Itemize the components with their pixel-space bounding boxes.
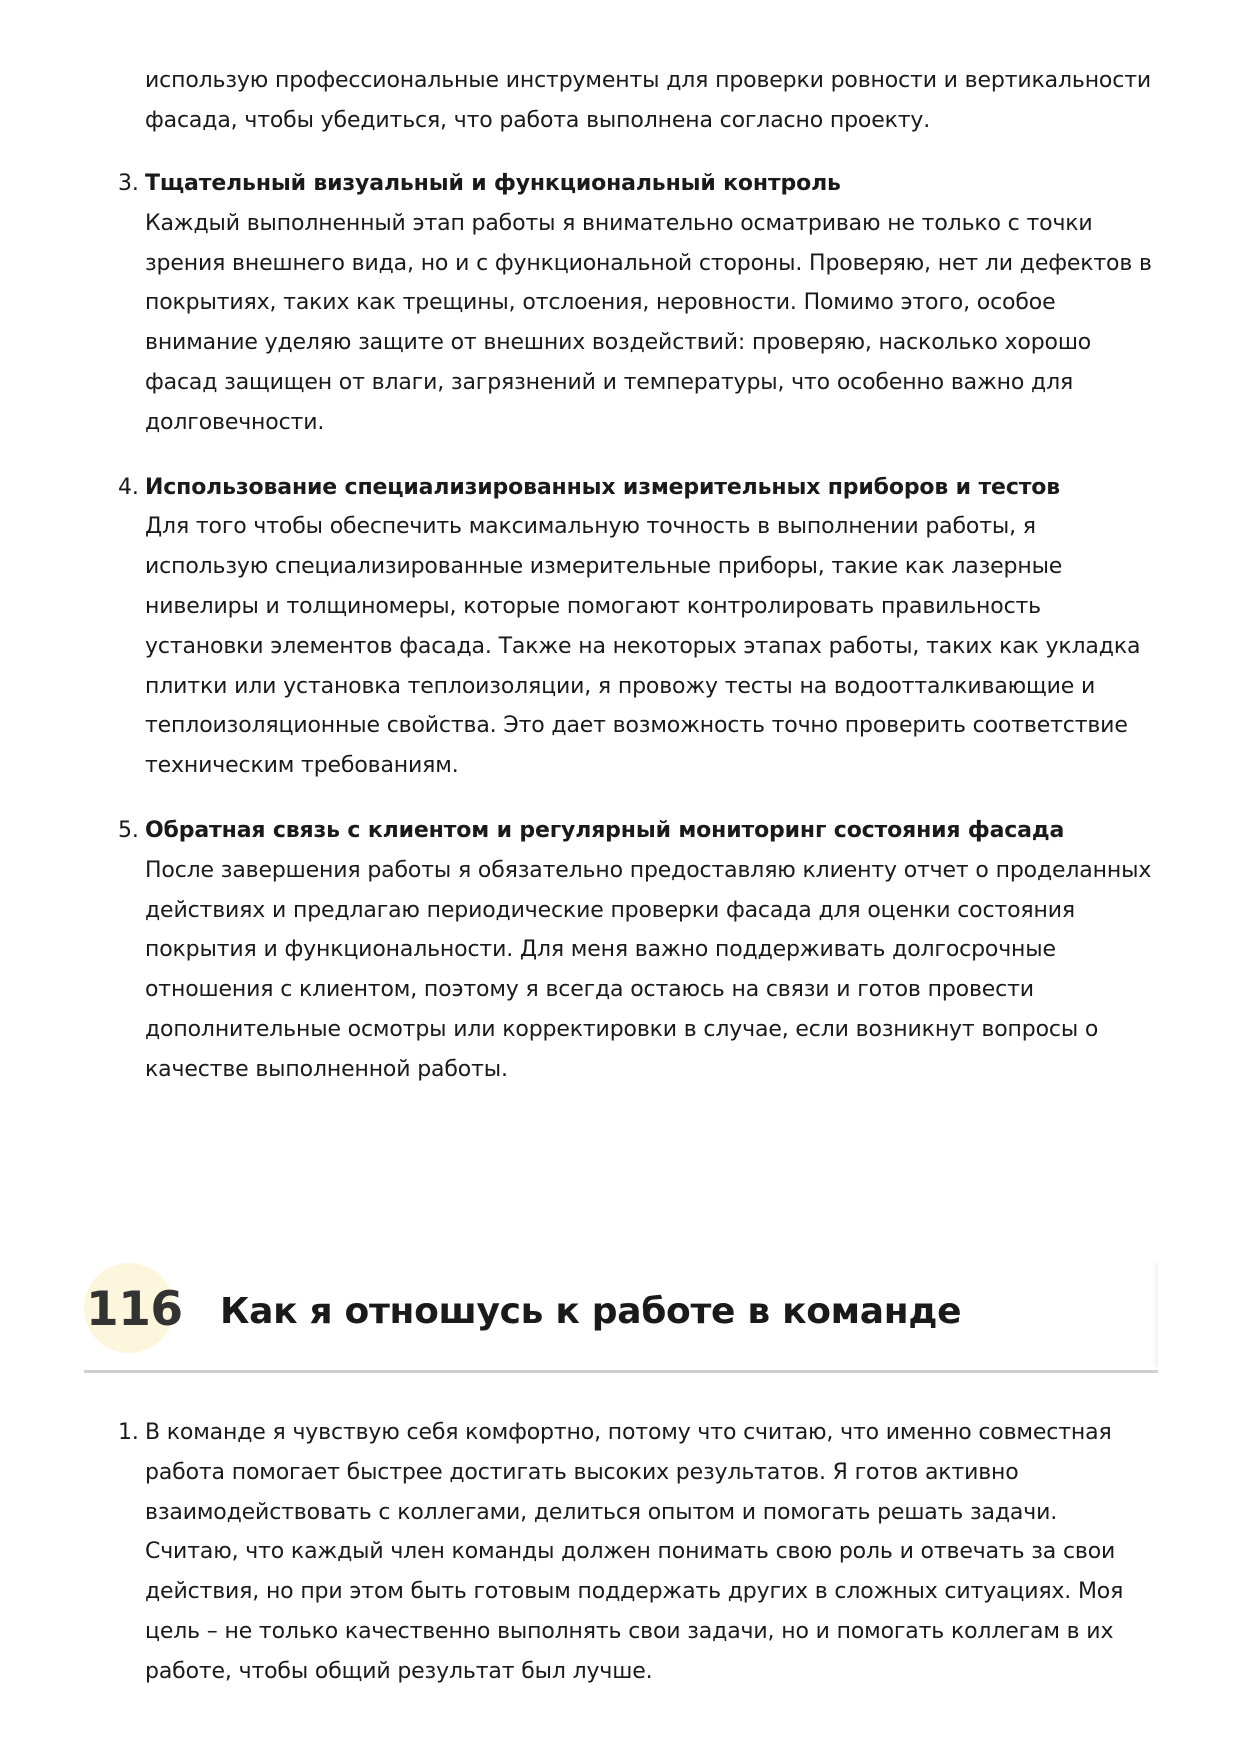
list-item [0, 1413, 1155, 1692]
list-item-number: 4. [118, 474, 139, 500]
section-list [0, 1413, 1239, 1692]
list-item [0, 164, 1155, 443]
list-item-title: Тщательный визуальный и функциональный контроль [145, 171, 841, 196]
list-item-number: 1. [118, 1420, 139, 1445]
practices-list [0, 164, 1239, 1090]
list-item-number: 5. [118, 817, 139, 843]
list-item-title: Обратная связь с клиентом и регулярный мониторинг состояния фасада [145, 817, 1065, 843]
list-item-body: В команде я чувствую себя комфортно, потому что считаю, что именно совместная работа помогает быстрее достигать высоких результатов. Я готов активно взаимодействовать с коллегами, делиться опытом и помогать решать задачи. Считаю, что каждый член команды должен понимать свою роль и отвечать за свои действия, но при этом быть готовым поддержать других в сложных ситуациях. Моя цель – не только качественно выполнять свои задачи, но и помогать коллегам в их работе, чтобы общий результат был лучше. [145, 1420, 1124, 1684]
list-item-number: 3. [118, 171, 139, 196]
list-item [0, 468, 1155, 786]
continuation-paragraph: использую профессиональные инструменты для проверки ровности и вертикальности фасада, чтобы убедиться, что работа выполнена согласно проекту. [145, 68, 1152, 133]
section-divider [84, 1370, 1158, 1373]
list-item-body: Для того чтобы обеспечить максимальную точность в выполнении работы, я использую специализированные измерительные приборы, такие как лазерные нивелиры и толщиномеры, которые помогают контролировать правильность установки элементов фасада. Также на некоторых этапах работы, таких как укладка плитки или установка теплоизоляции, я провожу тесты на водоотталкивающие и теплоизоляционные свойства. Это дает возможность точно проверить соответствие техническим требованиям. [145, 514, 1141, 779]
list-item-title: Использование специализированных измерительных приборов и тестов [145, 474, 1061, 500]
section-number-badge [84, 1263, 183, 1353]
section-header-shadow [1152, 1263, 1158, 1367]
section-header [84, 1263, 1158, 1373]
section-number: 116 [86, 1282, 183, 1337]
list-item-body: После завершения работы я обязательно предоставляю клиенту отчет о проделанных действиях и предлагаю периодические проверки фасада для оценки состояния покрытия и функциональности. Для меня важно поддерживать долгосрочные отношения с клиентом, поэтому я всегда остаюсь на связи и готов провести дополнительные осмотры или корректировки в случае, если возникнут вопросы о качестве выполненной работы. [145, 857, 1152, 1082]
section-title: Как я отношусь к работе в команде [220, 1291, 962, 1332]
list-item-body: Каждый выполненный этап работы я внимательно осматриваю не только с точки зрения внешнего вида, но и с функциональной стороны. Проверяю, нет ли дефектов в покрытиях, таких как трещины, отслоения, неровности. Помимо этого, особое внимание уделяю защите от внешних воздействий: проверяю, насколько хорошо фасад защищен от влаги, загрязнений и температуры, что особенно важно для долговечности. [145, 210, 1152, 435]
list-item [0, 811, 1155, 1090]
